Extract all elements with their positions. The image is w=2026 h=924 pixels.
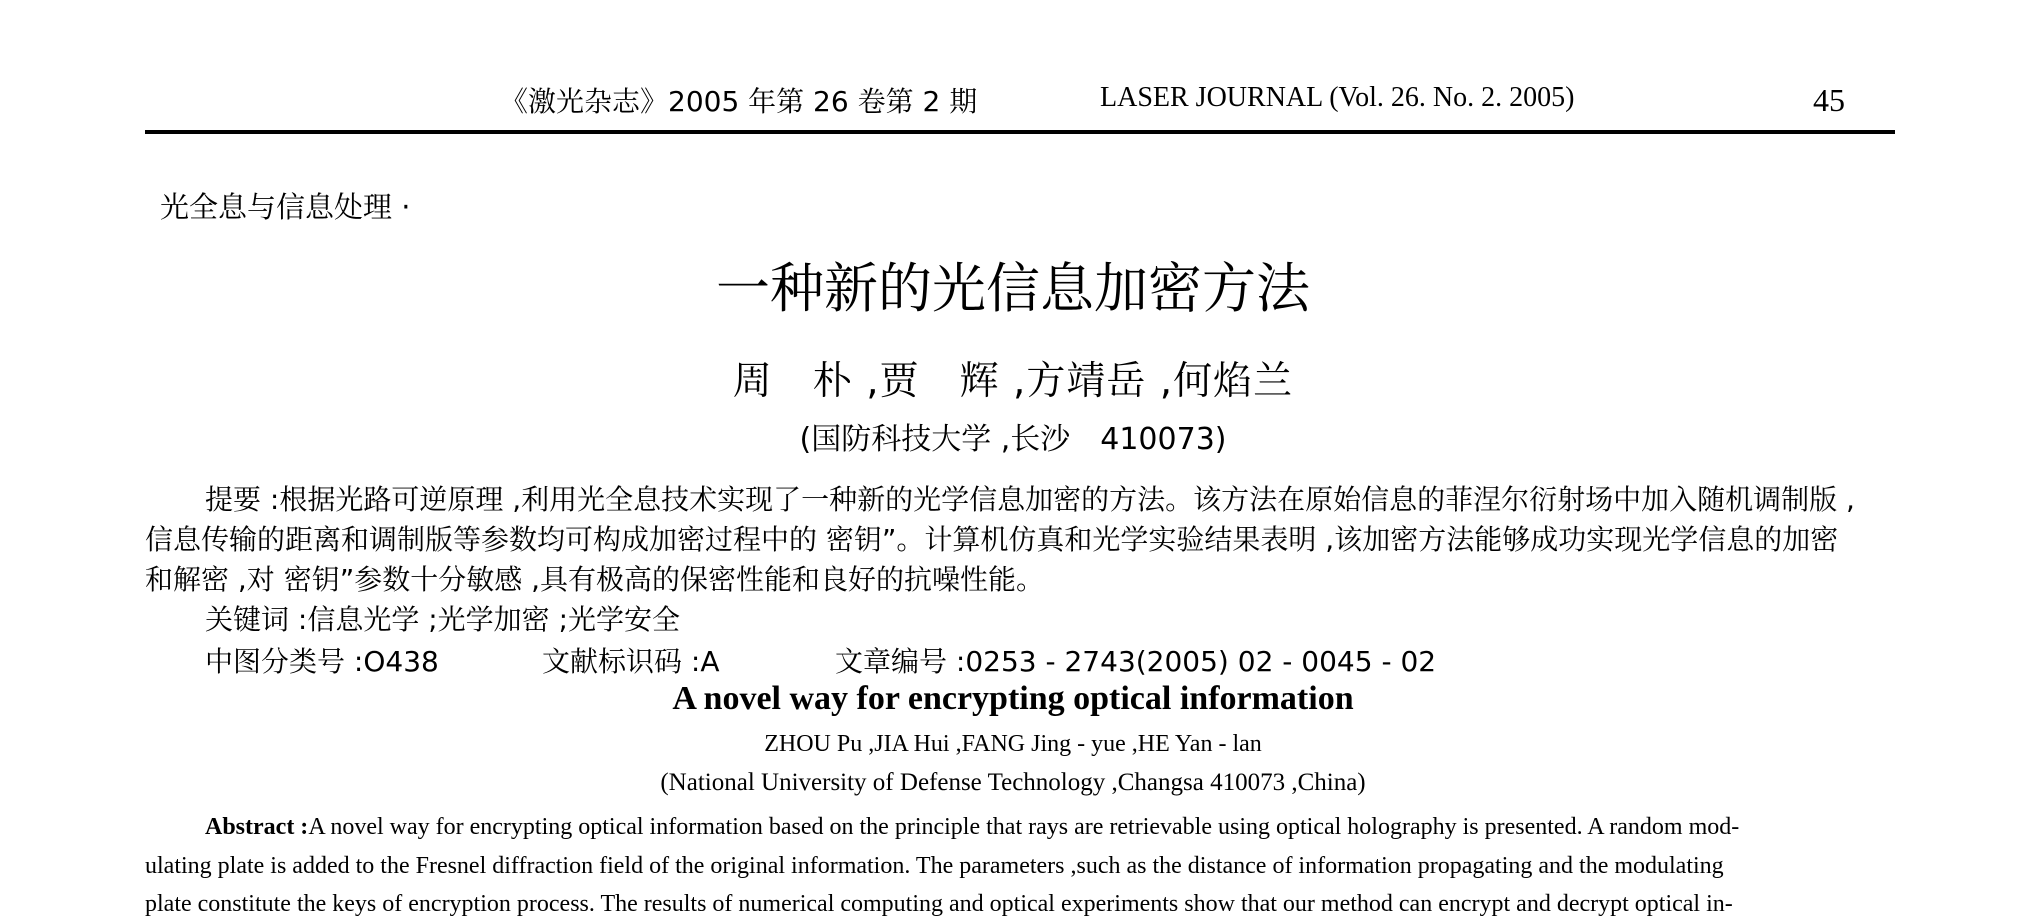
abstract-en-line: ulating plate is added to the Fresnel diffraction field of the original information. The parameters ,such as the distance of information propagating and the modulating [145, 853, 1724, 879]
article-number: 文章编号 :0253 - 2743(2005) 02 - 0045 - 02 [835, 645, 1437, 678]
authors-en: ZHOU Pu ,JIA Hui ,FANG Jing - yue ,HE Yan - lan [764, 731, 1262, 757]
affiliation-cn: (国防科技大学 ,长沙 410073) [799, 422, 1227, 457]
running-header-journal-en: LASER JOURNAL (Vol. 26. No. 2. 2005) [1100, 82, 1575, 113]
section-heading: 光全息与信息处理 · [160, 190, 411, 224]
abstract-cn-line: 信息传输的距离和调制版等参数均可构成加密过程中的 密钥”。计算机仿真和光学实验结果表明 ,该加密方法能够成功实现光学信息的加密 [145, 523, 1839, 556]
abstract-en-text: A novel way for encrypting optical information based on the principle that rays are retrievable using optical holography is presented. A random mod- [308, 814, 1740, 840]
keywords-cn: 关键词 :信息光学 ;光学加密 ;光学安全 [205, 603, 681, 636]
clc-number: 中图分类号 :O438 [205, 645, 439, 678]
page-number: 45 [1813, 82, 1845, 118]
affiliation-en: (National University of Defense Technology ,Changsa 410073 ,China) [660, 769, 1366, 796]
abstract-en-label: Abstract : [205, 814, 309, 840]
paper-title-en: A novel way for encrypting optical information [672, 680, 1354, 717]
abstract-en-line: plate constitute the keys of encryption process. The results of numerical computing and optical experiments show that our method can encrypt and decrypt optical in- [145, 891, 1733, 917]
header-rule [145, 130, 1895, 134]
abstract-cn-line: 提要 :根据光路可逆原理 ,利用光全息技术实现了一种新的光学信息加密的方法。该方法在原始信息的菲涅尔衍射场中加入随机调制版 , [205, 483, 1855, 516]
paper-title-cn: 一种新的光信息加密方法 [716, 257, 1310, 320]
document-code: 文献标识码 :A [542, 645, 720, 678]
authors-cn: 周 朴 ,贾 辉 ,方靖岳 ,何焰兰 [732, 359, 1294, 404]
running-header-journal-cn: 《激光杂志》2005 年第 26 卷第 2 期 [500, 85, 978, 118]
abstract-cn-line: 和解密 ,对 密钥”参数十分敏感 ,具有极高的保密性能和良好的抗噪性能。 [145, 563, 1045, 596]
abstract-en-line [205, 808, 1739, 847]
